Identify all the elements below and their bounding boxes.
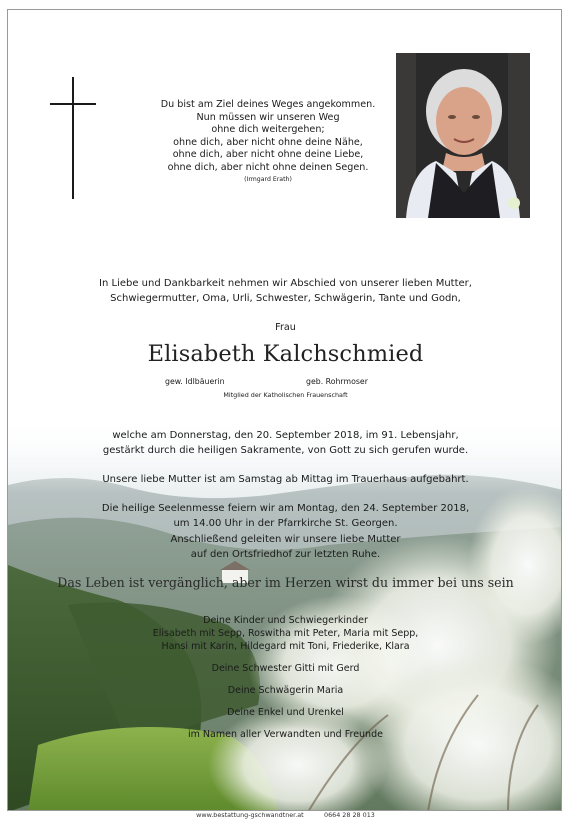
children-line: Hansi mit Karin, Hildegard mit Toni, Friederike, Klara — [161, 641, 410, 652]
footer — [0, 811, 571, 819]
poem-line: ohne dich weitergehen; — [211, 124, 325, 136]
poem-author: (Irmgard Erath) — [244, 175, 292, 183]
intro-line: In Liebe und Dankbarkeit nehmen wir Abschied von unserer lieben Mutter, — [99, 278, 472, 289]
poem-line: Nun müssen wir unseren Weg — [196, 111, 340, 123]
survivors-list — [8, 614, 562, 741]
salutation: Frau — [275, 322, 296, 333]
mass-line: Die heilige Seelenmesse feiern wir am Montag, den 24. September 2018, — [101, 503, 470, 514]
intro-text — [8, 276, 562, 307]
deceased-name: Elisabeth Kalchschmied — [147, 341, 424, 367]
grandchildren-line: Deine Enkel und Urenkel — [227, 707, 344, 718]
footer-phone: 0664 28 28 013 — [324, 811, 375, 819]
portrait-photo — [396, 53, 530, 218]
death-notice-line: welche am Donnerstag, den 20. September 2018, im 91. Lebensjahr, — [112, 430, 459, 441]
death-notice — [8, 428, 562, 459]
poem-line: ohne dich, aber nicht ohne deine Nähe, — [173, 136, 363, 148]
children-line: Elisabeth mit Sepp, Roswitha mit Peter, Maria mit Sepp, — [152, 628, 419, 639]
obituary-card — [7, 9, 562, 811]
poem-line: ohne dich, aber nicht ohne deinen Segen. — [167, 161, 369, 173]
poem-line: Du bist am Ziel deines Weges angekommen. — [160, 99, 376, 110]
birth-name: geb. Rohrmoser — [306, 377, 368, 386]
membership: Mitglied der Katholischen Frauenschaft — [223, 391, 348, 399]
death-notice-line: gestärkt durch die heiligen Sakramente, von Gott zu sich gerufen wurde. — [102, 445, 469, 457]
mass-line: auf den Ortsfriedhof zur letzten Ruhe. — [190, 549, 381, 561]
footer-website: www.bestattung-gschwandtner.at — [196, 811, 304, 819]
former-name: gew. Idlbäuerin — [165, 377, 225, 386]
poem-line: ohne dich, aber nicht ohne deine Liebe, — [172, 149, 364, 161]
memorial-poem — [116, 99, 420, 184]
sister-line: Deine Schwester Gitti mit Gerd — [211, 663, 360, 674]
viewing-notice: Unsere liebe Mutter ist am Samstag ab Mittag im Trauerhaus aufgebahrt. — [102, 474, 469, 485]
children-title: Deine Kinder und Schwiegerkinder — [203, 615, 368, 626]
mass-line: um 14.00 Uhr in der Pfarrkirche St. Georgen. — [173, 518, 398, 530]
cross-icon — [50, 77, 96, 199]
memorial-motto: Das Leben ist vergänglich, aber im Herzen wirst du immer bei uns sein — [57, 575, 514, 590]
sister-in-law-line: Deine Schwägerin Maria — [227, 685, 344, 696]
funeral-mass-notice — [8, 501, 562, 563]
relatives-line: im Namen aller Verwandten und Freunde — [188, 729, 383, 740]
intro-line: Schwiegermutter, Oma, Urli, Schwester, Schwägerin, Tante und Godn, — [110, 293, 461, 305]
mass-line: Anschließend geleiten wir unsere liebe Mutter — [170, 533, 401, 545]
